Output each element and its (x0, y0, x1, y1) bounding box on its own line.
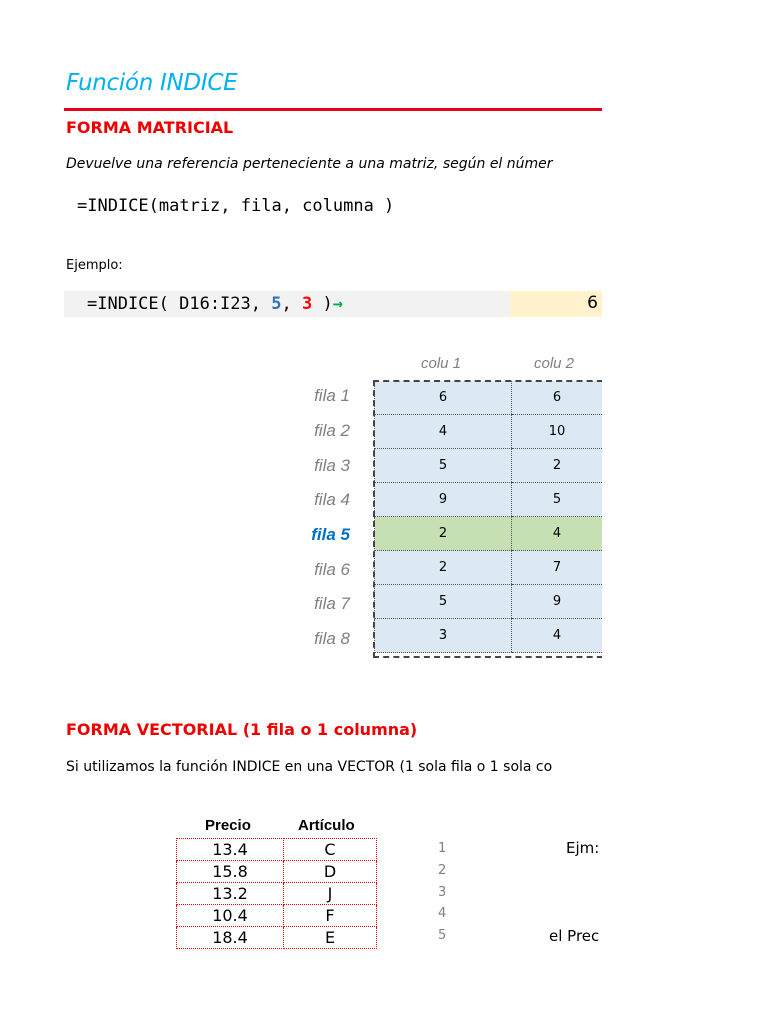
precio-cell[interactable]: 15.8 (177, 861, 284, 883)
precio-header: Precio (205, 817, 251, 834)
articulo-cell[interactable]: E (284, 927, 377, 949)
precio-cell[interactable]: 18.4 (177, 927, 284, 949)
matricial-description: Devuelve una referencia perteneciente a una matriz, según el númer (66, 156, 553, 172)
articulo-cell[interactable]: J (284, 883, 377, 905)
vectorial-heading: FORMA VECTORIAL (1 fila o 1 columna) (66, 720, 418, 739)
vector-table (176, 838, 377, 949)
matrix-cell[interactable]: 2 (375, 517, 512, 551)
row-label-7: fila 7 (314, 594, 350, 613)
formula-row-arg: 5 (271, 294, 282, 314)
table-row (177, 839, 377, 861)
column-header-2: colu 2 (534, 355, 575, 372)
row-label-2: fila 2 (314, 421, 350, 440)
articulo-cell[interactable]: F (284, 905, 377, 927)
index-number: 4 (438, 906, 447, 921)
articulo-cell[interactable]: C (284, 839, 377, 861)
matrix-cell[interactable]: 9 (512, 585, 603, 619)
right-arrow-icon: → (332, 294, 343, 314)
matrix-cell[interactable]: 4 (512, 619, 603, 653)
page-title: Función INDICE (66, 70, 238, 96)
row-label-1: fila 1 (314, 386, 350, 405)
matrix-cell[interactable]: 2 (375, 551, 512, 585)
table-row (177, 927, 377, 949)
ejm-label: Ejm: (566, 839, 600, 857)
matrix-cell[interactable]: 2 (512, 449, 603, 483)
matrix-cell[interactable]: 9 (375, 483, 512, 517)
row-label-4: fila 4 (314, 490, 350, 509)
matrix-cell[interactable]: 5 (375, 585, 512, 619)
matrix-cell[interactable]: 5 (512, 483, 603, 517)
result-value: 6 (587, 293, 598, 313)
title-underline (64, 108, 602, 111)
formula-prefix: =INDICE( D16:I23, (87, 294, 272, 314)
result-cell[interactable] (510, 291, 602, 317)
index-number: 5 (438, 928, 447, 943)
example-label: Ejemplo: (66, 258, 123, 273)
row-label-8: fila 8 (314, 629, 350, 648)
matrix-dashed-border (373, 380, 602, 658)
precio-cell[interactable]: 13.4 (177, 839, 284, 861)
matrix-cell[interactable]: 6 (375, 381, 512, 415)
table-row (177, 905, 377, 927)
row-label-5: fila 5 (311, 525, 350, 544)
index-number: 3 (438, 885, 447, 900)
matrix-cell[interactable]: 3 (375, 619, 512, 653)
example-formula (87, 294, 343, 314)
matrix-cell[interactable]: 10 (512, 415, 603, 449)
precio-cell[interactable]: 13.2 (177, 883, 284, 905)
row-label-6: fila 6 (314, 560, 350, 579)
articulo-cell[interactable]: D (284, 861, 377, 883)
matrix-cell[interactable]: 6 (512, 381, 603, 415)
precio-cell[interactable]: 10.4 (177, 905, 284, 927)
formula-col-arg: 3 (301, 294, 313, 314)
formula-comma: , (281, 294, 302, 314)
index-number: 2 (438, 863, 447, 878)
vectorial-description: Si utilizamos la función INDICE en una VECTOR (1 sola fila o 1 sola co (66, 759, 553, 775)
matrix-cell[interactable]: 7 (512, 551, 603, 585)
index-number: 1 (438, 841, 447, 856)
syntax-text: =INDICE(matriz, fila, columna ) (77, 196, 395, 216)
table-row (177, 861, 377, 883)
matricial-heading: FORMA MATRICIAL (66, 118, 234, 137)
matrix-cell[interactable]: 4 (375, 415, 512, 449)
matrix-cell[interactable]: 5 (375, 449, 512, 483)
example-formula-cell[interactable] (64, 291, 510, 317)
row-label-3: fila 3 (314, 456, 350, 475)
matrix-cell[interactable]: 4 (512, 517, 603, 551)
formula-suffix: ) (312, 294, 333, 314)
articulo-header: Artículo (298, 817, 355, 834)
table-row (177, 883, 377, 905)
el-prec-label: el Prec (549, 927, 600, 945)
column-header-1: colu 1 (421, 355, 462, 372)
